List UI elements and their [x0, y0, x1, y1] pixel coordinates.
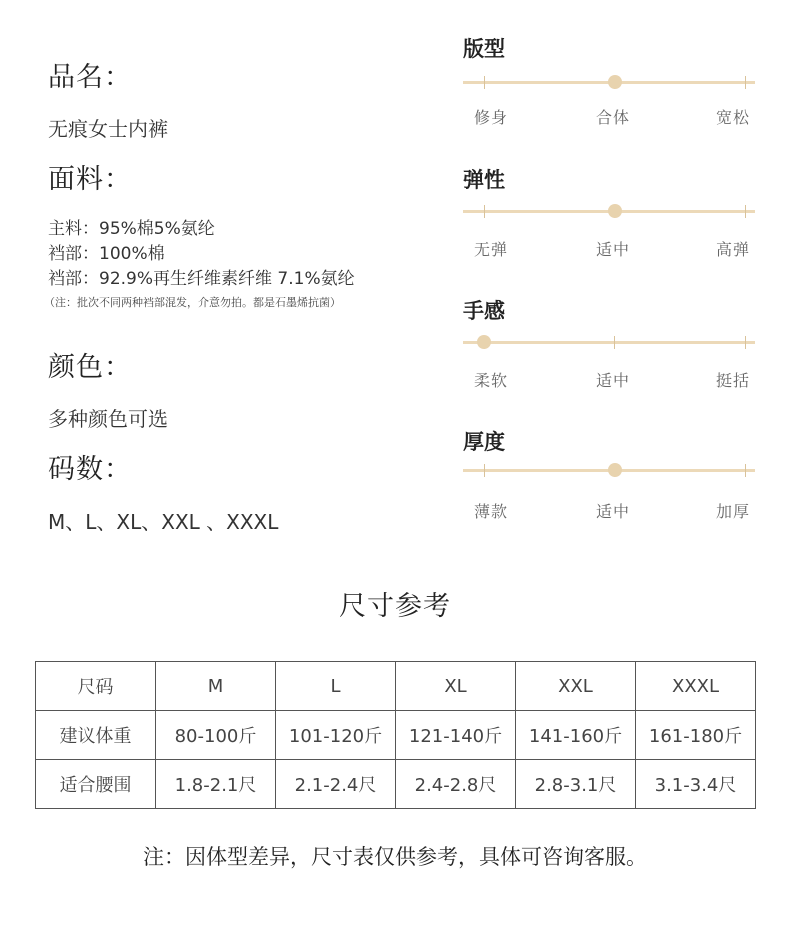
fabric-note: （注：批次不同两种裆部混发，介意勿拍。都是石墨烯抗菌） — [44, 296, 341, 309]
table-cell: 2.1-2.4尺 — [276, 760, 396, 809]
scale-label-mid: 适中 — [596, 371, 631, 390]
table-cell: 80-100斤 — [156, 711, 276, 760]
scale-elasticity — [463, 164, 758, 264]
table-cell: 1.8-2.1尺 — [156, 760, 276, 809]
scale-tick — [745, 464, 746, 477]
scale-title: 版型 — [463, 37, 505, 61]
table-header-cell: 尺码 — [36, 662, 156, 711]
scale-fit — [463, 33, 758, 133]
fabric-label: 面料： — [48, 164, 132, 195]
product-name-label: 品名： — [48, 62, 132, 93]
scale-track — [463, 469, 755, 472]
product-name-value: 无痕女士内裤 — [48, 117, 168, 141]
scale-tick — [745, 76, 746, 89]
table-cell: 121-140斤 — [396, 711, 516, 760]
table-cell: 适合腰围 — [36, 760, 156, 809]
scale-label-low: 柔软 — [474, 371, 509, 390]
scale-label-low: 修身 — [474, 108, 509, 127]
scale-title: 厚度 — [463, 430, 505, 454]
scale-hand-feel — [463, 295, 758, 395]
scale-tick — [745, 336, 746, 349]
scale-track — [463, 210, 755, 213]
scale-label-low: 无弹 — [474, 240, 509, 259]
size-table — [35, 661, 756, 809]
table-cell: 141-160斤 — [516, 711, 636, 760]
table-header-row — [36, 662, 756, 711]
table-header-cell: XXL — [516, 662, 636, 711]
size-table-title: 尺寸参考 — [339, 591, 451, 622]
scale-label-mid: 合体 — [596, 108, 631, 127]
color-label: 颜色： — [48, 352, 132, 383]
scale-dot — [608, 463, 622, 477]
table-header-cell: L — [276, 662, 396, 711]
table-header-cell: M — [156, 662, 276, 711]
scale-label-mid: 适中 — [596, 240, 631, 259]
scale-track — [463, 81, 755, 84]
scale-dot — [608, 75, 622, 89]
fabric-line-crotch-2: 裆部：92.9%再生纤维素纤维 7.1%氨纶 — [48, 269, 355, 289]
scale-title: 弹性 — [463, 168, 505, 192]
scale-tick — [484, 205, 485, 218]
table-header-cell: XXXL — [636, 662, 756, 711]
scale-tick — [745, 205, 746, 218]
table-cell: 2.8-3.1尺 — [516, 760, 636, 809]
size-value: M、L、XL、XXL 、XXXL — [48, 510, 279, 534]
table-row — [36, 760, 756, 809]
table-cell: 161-180斤 — [636, 711, 756, 760]
scale-track — [463, 341, 755, 344]
scale-label-low: 薄款 — [474, 502, 509, 521]
table-row — [36, 711, 756, 760]
scale-thickness — [463, 426, 758, 526]
table-cell: 2.4-2.8尺 — [396, 760, 516, 809]
scale-tick — [484, 464, 485, 477]
color-value: 多种颜色可选 — [48, 407, 168, 431]
table-cell: 3.1-3.4尺 — [636, 760, 756, 809]
scale-tick — [484, 76, 485, 89]
table-cell: 101-120斤 — [276, 711, 396, 760]
scale-title: 手感 — [463, 299, 505, 323]
scale-label-high: 挺括 — [716, 371, 751, 390]
size-label: 码数： — [48, 454, 132, 485]
scale-dot — [608, 204, 622, 218]
table-header-cell: XL — [396, 662, 516, 711]
scale-label-high: 加厚 — [716, 502, 751, 521]
scale-label-high: 高弹 — [716, 240, 751, 259]
fabric-line-crotch-1: 裆部：100%棉 — [48, 244, 165, 264]
scale-dot — [477, 335, 491, 349]
scale-tick — [614, 336, 615, 349]
table-cell: 建议体重 — [36, 711, 156, 760]
scale-label-high: 宽松 — [716, 108, 751, 127]
scale-label-mid: 适中 — [596, 502, 631, 521]
fabric-line-main: 主料：95%棉5%氨纶 — [48, 219, 215, 239]
size-disclaimer-note: 注：因体型差异，尺寸表仅供参考，具体可咨询客服。 — [143, 845, 647, 869]
